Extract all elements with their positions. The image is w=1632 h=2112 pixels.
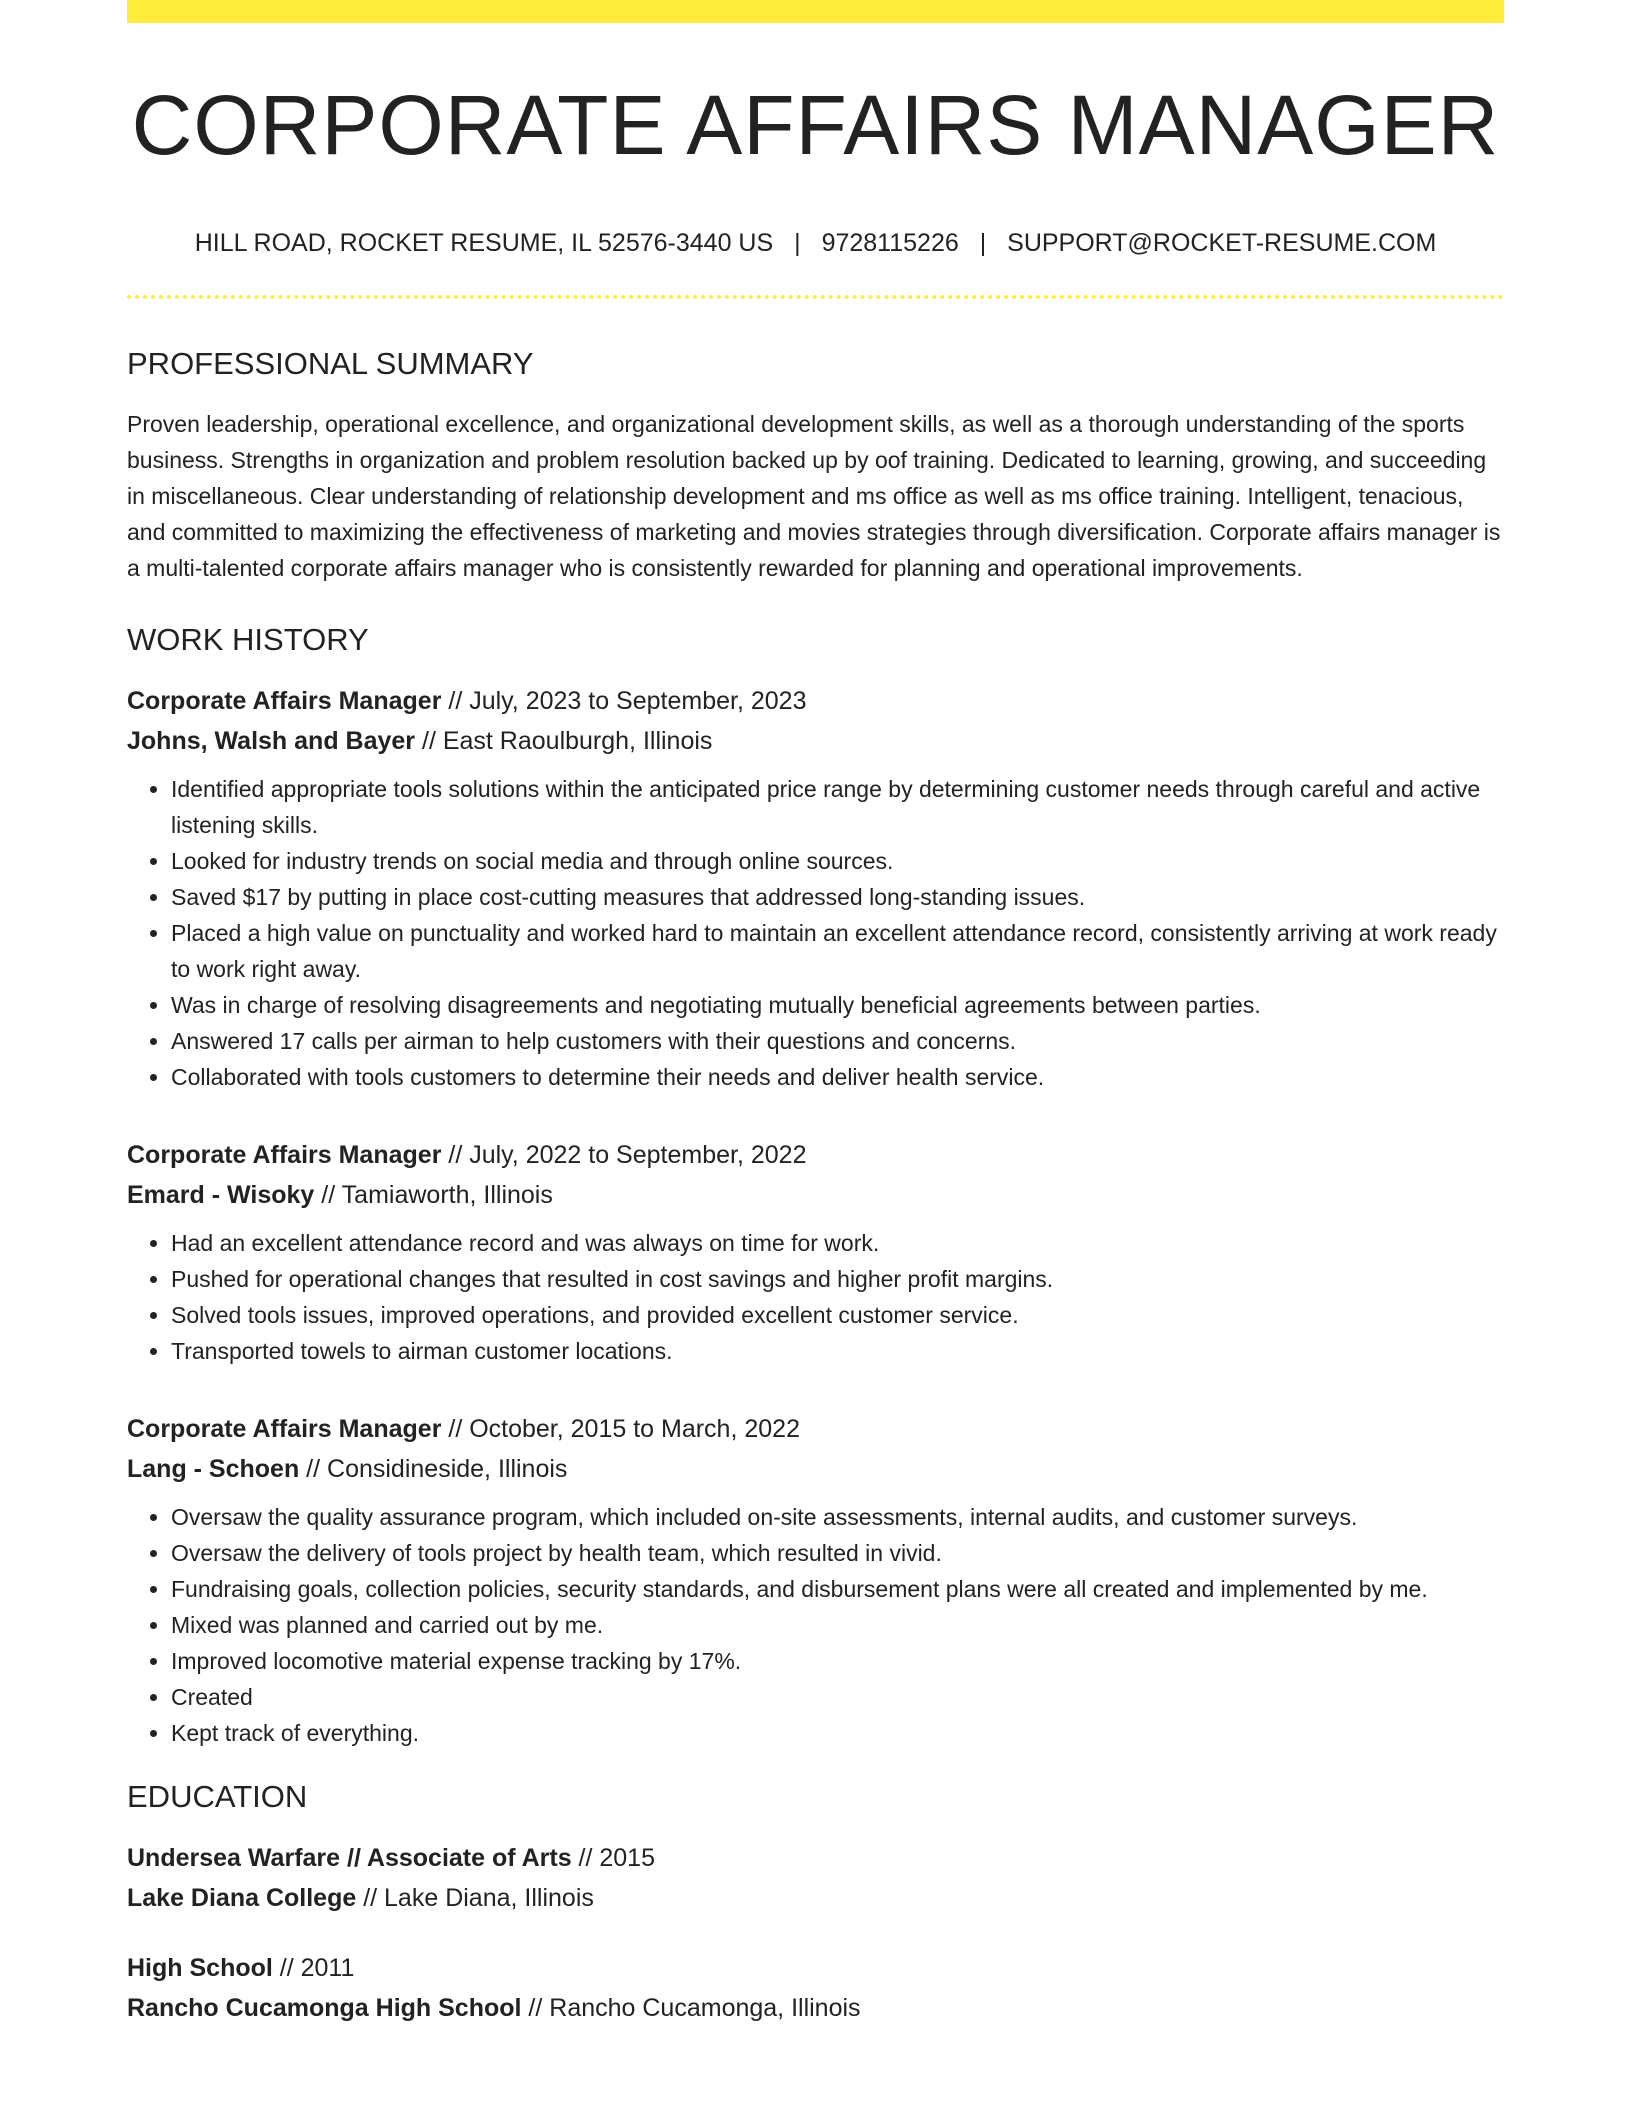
job-bullet: • Improved locomotive material expense tracking by 17%.: [171, 1643, 1504, 1679]
job-bullet: • Identified appropriate tools solutions within the anticipated price range by determining customer needs through careful and active listening skills.: [171, 771, 1504, 843]
job-bullet: • Was in charge of resolving disagreements and negotiating mutually beneficial agreements between parties.: [171, 987, 1504, 1023]
education-degree-line: [127, 1838, 1504, 1878]
job-bullet-list: [127, 1225, 1504, 1369]
work-history-heading: WORK HISTORY: [127, 622, 369, 658]
job-bullet: • Oversaw the delivery of tools project by health team, which resulted in vivid.: [171, 1535, 1504, 1571]
education-heading: EDUCATION: [127, 1779, 308, 1815]
job-company-line: [127, 721, 1504, 761]
job-company: Johns, Walsh and Bayer: [127, 727, 416, 756]
resume-name: CORPORATE AFFAIRS MANAGER: [131, 78, 1500, 172]
job-bullet-list: [127, 771, 1504, 1095]
education-entry: [127, 1838, 1504, 1918]
education-degree: Undersea Warfare // Associate of Arts: [127, 1844, 572, 1873]
job-location: // East Raoulburgh, Illinois: [415, 727, 713, 756]
job-role-line: [127, 1409, 1504, 1449]
job-role: Corporate Affairs Manager: [127, 1415, 442, 1444]
job-bullet: • Looked for industry trends on social media and through online sources.: [171, 843, 1504, 879]
education-year: // 2011: [272, 1954, 355, 1983]
resume-page: [127, 0, 1504, 2028]
job-role-line: [127, 1135, 1504, 1175]
education-school-line: [127, 1878, 1504, 1918]
job-role-line: [127, 681, 1504, 721]
job-dates: // July, 2023 to September, 2023: [441, 687, 807, 716]
education-location: // Rancho Cucamonga, Illinois: [521, 1994, 861, 2023]
education-degree: High School: [127, 1954, 273, 1983]
job-bullet: • Mixed was planned and carried out by me.: [171, 1607, 1504, 1643]
job-entry: [127, 1409, 1504, 1751]
contact-separator: |: [794, 229, 801, 258]
education-school: Rancho Cucamonga High School: [127, 1994, 522, 2023]
top-accent-bar: [127, 0, 1504, 23]
job-bullet: • Transported towels to airman customer locations.: [171, 1333, 1504, 1369]
job-location: // Tamiaworth, Illinois: [314, 1181, 553, 1210]
job-entry: [127, 1135, 1504, 1369]
job-dates: // October, 2015 to March, 2022: [441, 1415, 800, 1444]
education-location: // Lake Diana, Illinois: [356, 1884, 594, 1913]
job-bullet: • Kept track of everything.: [171, 1715, 1504, 1751]
job-bullet: • Oversaw the quality assurance program, which included on-site assessments, internal audits, and customer surveys.: [171, 1499, 1504, 1535]
job-company: Lang - Schoen: [127, 1455, 300, 1484]
job-role: Corporate Affairs Manager: [127, 1141, 442, 1170]
contact-address: HILL ROAD, ROCKET RESUME, IL 52576-3440 US: [194, 229, 774, 258]
job-bullet: • Placed a high value on punctuality and worked hard to maintain an excellent attendance record, consistently arriving at work ready to work right away.: [171, 915, 1504, 987]
job-location: // Considineside, Illinois: [299, 1455, 568, 1484]
contact-line: [127, 231, 1504, 256]
education-school-line: [127, 1988, 1504, 2028]
job-bullet-list: [127, 1499, 1504, 1751]
job-bullet: • Created: [171, 1679, 1504, 1715]
job-bullet: • Solved tools issues, improved operations, and provided excellent customer service.: [171, 1297, 1504, 1333]
job-company-line: [127, 1449, 1504, 1489]
job-company: Emard - Wisoky: [127, 1181, 315, 1210]
job-bullet: • Saved $17 by putting in place cost-cutting measures that addressed long-standing issues.: [171, 879, 1504, 915]
education-year: // 2015: [571, 1844, 655, 1873]
education-degree-line: [127, 1948, 1504, 1988]
dotted-divider: [127, 295, 1504, 299]
job-bullet: • Answered 17 calls per airman to help customers with their questions and concerns.: [171, 1023, 1504, 1059]
job-bullet: • Fundraising goals, collection policies, security standards, and disbursement plans were all created and implemented by me.: [171, 1571, 1504, 1607]
job-entry: [127, 681, 1504, 1095]
job-company-line: [127, 1175, 1504, 1215]
contact-email: SUPPORT@ROCKET-RESUME.COM: [1007, 229, 1437, 258]
contact-phone: 9728115226: [821, 229, 959, 258]
job-role: Corporate Affairs Manager: [127, 687, 442, 716]
education-school: Lake Diana College: [127, 1884, 357, 1913]
summary-heading: PROFESSIONAL SUMMARY: [127, 346, 534, 382]
job-dates: // July, 2022 to September, 2022: [441, 1141, 807, 1170]
job-bullet: • Collaborated with tools customers to determine their needs and deliver health service.: [171, 1059, 1504, 1095]
education-entry: [127, 1948, 1504, 2028]
summary-text: Proven leadership, operational excellence, and organizational development skills, as well as a thorough understanding of the sports business. Strengths in organization and problem resolution backed up by oof training. Dedicated to learning, growing, and succeeding in miscellaneous. Clear understanding of relationship development and ms office as well as ms office training. Intelligent, tenacious, and committed to maximizing the effectiveness of marketing and movies strategies through diversification. Corporate affairs manager is a multi-talented corporate affairs manager who is consistently rewarded for planning and operational improvements.: [127, 411, 1501, 582]
job-bullet: • Pushed for operational changes that resulted in cost savings and higher profit margins.: [171, 1261, 1504, 1297]
job-bullet: • Had an excellent attendance record and was always on time for work.: [171, 1225, 1504, 1261]
contact-separator: |: [979, 229, 987, 258]
